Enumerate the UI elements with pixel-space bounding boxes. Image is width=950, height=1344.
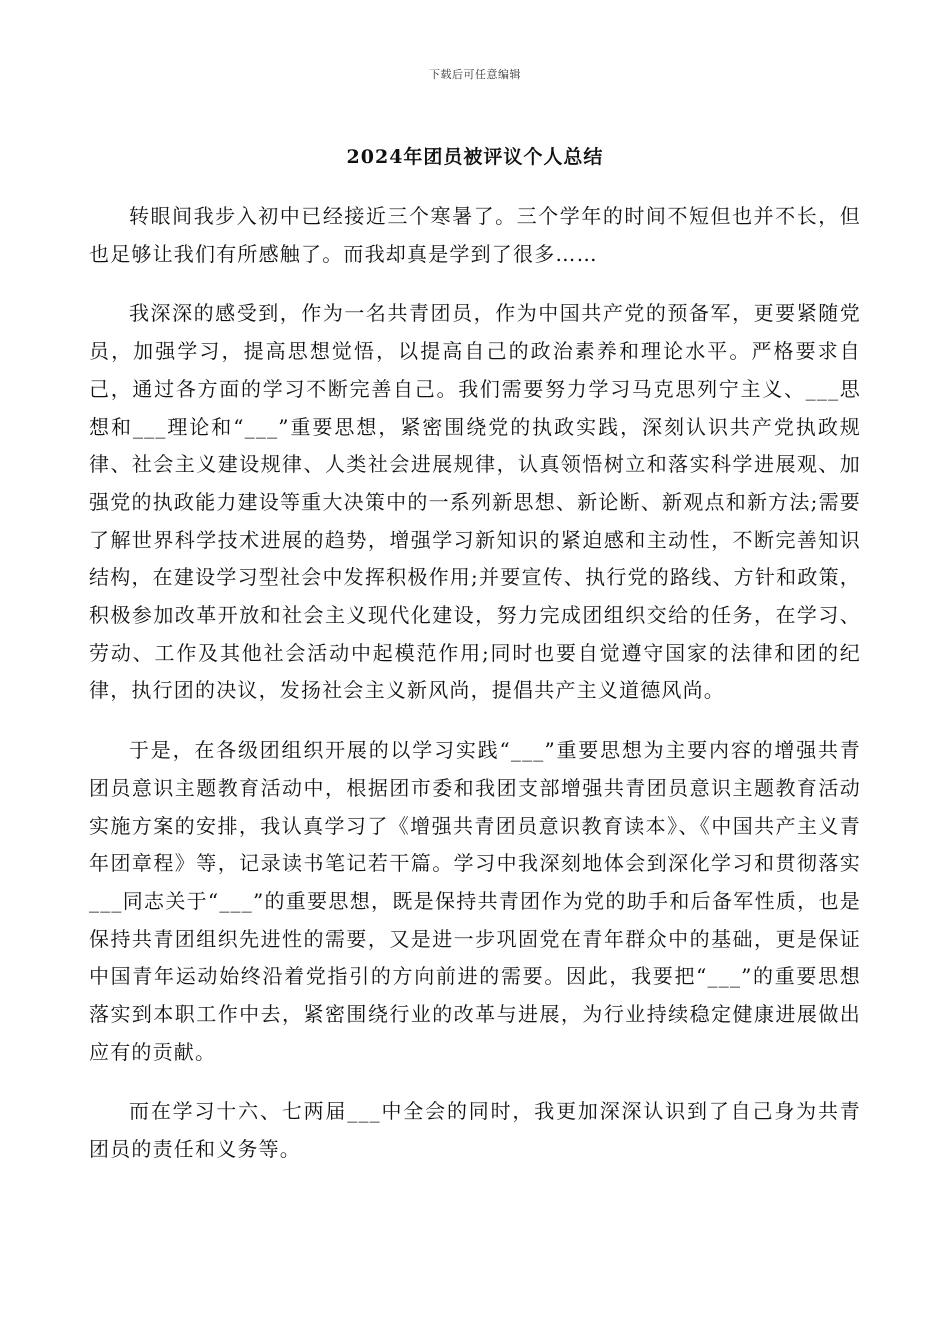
paragraph-4: 而在学习十六、七两届___中全会的同时，我更加深深认识到了自己身为共青团员的责任和义务等。	[89, 1099, 861, 1162]
document-title: 2024年团员被评议个人总结	[346, 146, 604, 168]
document-body	[89, 198, 861, 1191]
paragraph-1: 转眼间我步入初中已经接近三个寒暑了。三个学年的时间不短但也并不长，但也足够让我们有所感触了。而我却真是学到了很多……	[89, 204, 861, 266]
paragraph-2: 我深深的感受到，作为一名共青团员，作为中国共产党的预备军，更要紧随党员，加强学习，提高思想觉悟，以提高自己的政治素养和理论水平。严格要求自己，通过各方面的学习不断完善自己。我们需要努力学习马克思列宁主义、___思想和___理论和“___”重要思想，紧密围绕党的执政实践，深刻认识共产党执政规律、社会主义建设规律、人类社会进展规律，认真领悟树立和落实科学进展观、加强党的执政能力建设等重大决策中的一系列新思想、新论断、新观点和新方法;需要了解世界科学技术进展的趋势，增强学习新知识的紧迫感和主动性，不断完善知识结构，在建设学习型社会中发挥积极作用;并要宣传、执行党的路线、方针和政策，积极参加改革开放和社会主义现代化建设，努力完成团组织交给的任务，在学习、劳动、工作及其他社会活动中起模范作用;同时也要自觉遵守国家的法律和团的纪律，执行团的决议，发扬社会主义新风尚，提倡共产主义道德风尚。	[89, 301, 861, 703]
header-note: 下载后可任意编辑	[429, 68, 521, 81]
paragraph-3: 于是，在各级团组织开展的以学习实践“___”重要思想为主要内容的增强共青团员意识主题教育活动中，根据团市委和我团支部增强共青团员意识主题教育活动实施方案的安排，我认真学习了《增强共青团员意识教育读本》、《中国共产主义青年团章程》等，记录读书笔记若干篇。学习中我深刻地体会到深化学习和贯彻落实___同志关于“___”的重要思想，既是保持共青团作为党的助手和后备军性质，也是保持共青团组织先进性的需要，又是进一步巩固党在青年群众中的基础，更是保证中国青年运动始终沿着党指引的方向前进的需要。因此，我要把“___”的重要思想落实到本职工作中去，紧密围绕行业的改革与进展，为行业持续稳定健康进展做出应有的贡献。	[89, 738, 861, 1064]
